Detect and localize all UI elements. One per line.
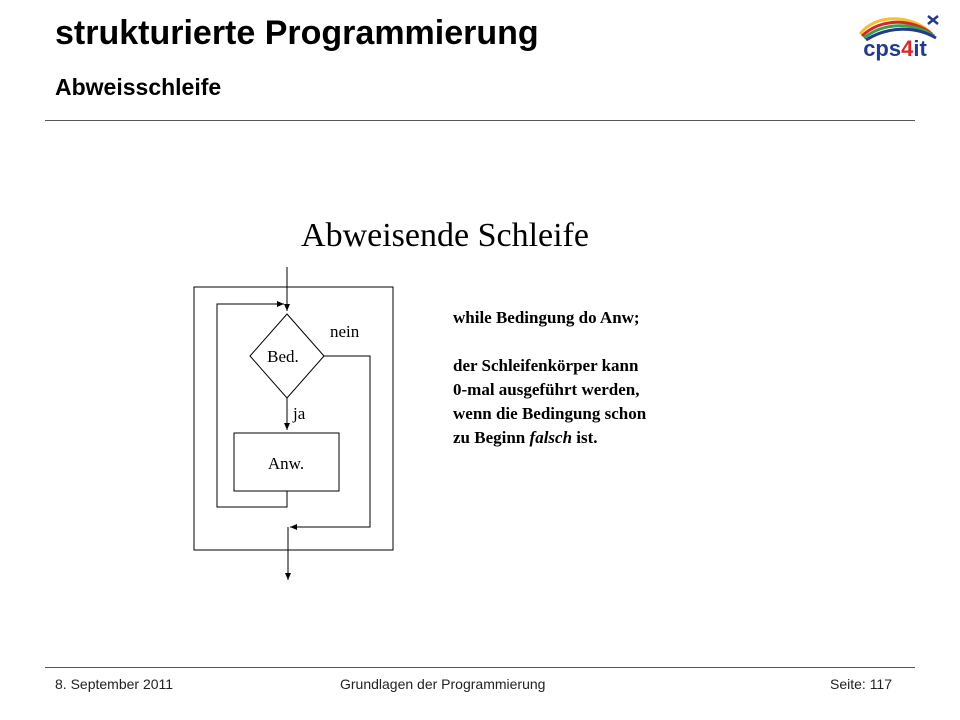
emphasis-falsch: falsch <box>529 428 573 447</box>
no-label: nein <box>330 322 360 341</box>
page-title: strukturierte Programmierung <box>55 14 539 52</box>
diagram-heading: Abweisende Schleife <box>301 217 589 254</box>
description-line: zu Beginn falsch ist. <box>453 428 598 447</box>
description-line: wenn die Bedingung schon <box>453 404 647 423</box>
condition-label: Bed. <box>267 347 299 366</box>
footer-divider <box>45 667 915 668</box>
description-line: der Schleifenkörper kann <box>453 356 639 375</box>
footer-date: 8. September 2011 <box>55 676 174 692</box>
action-label: Anw. <box>267 454 305 473</box>
description-line: while Bedingung do Anw; <box>453 308 640 327</box>
description-line: 0-mal ausgeführt werden, <box>453 380 640 399</box>
page-subtitle: Abweisschleife <box>55 74 222 100</box>
footer-course: Grundlagen der Programmierung <box>340 676 546 692</box>
logo-text: cps4it <box>863 36 927 61</box>
loop-description <box>453 306 646 450</box>
yes-label: ja <box>293 404 306 423</box>
description-spacer <box>453 330 646 354</box>
footer-page: Seite: 117 <box>830 676 893 692</box>
